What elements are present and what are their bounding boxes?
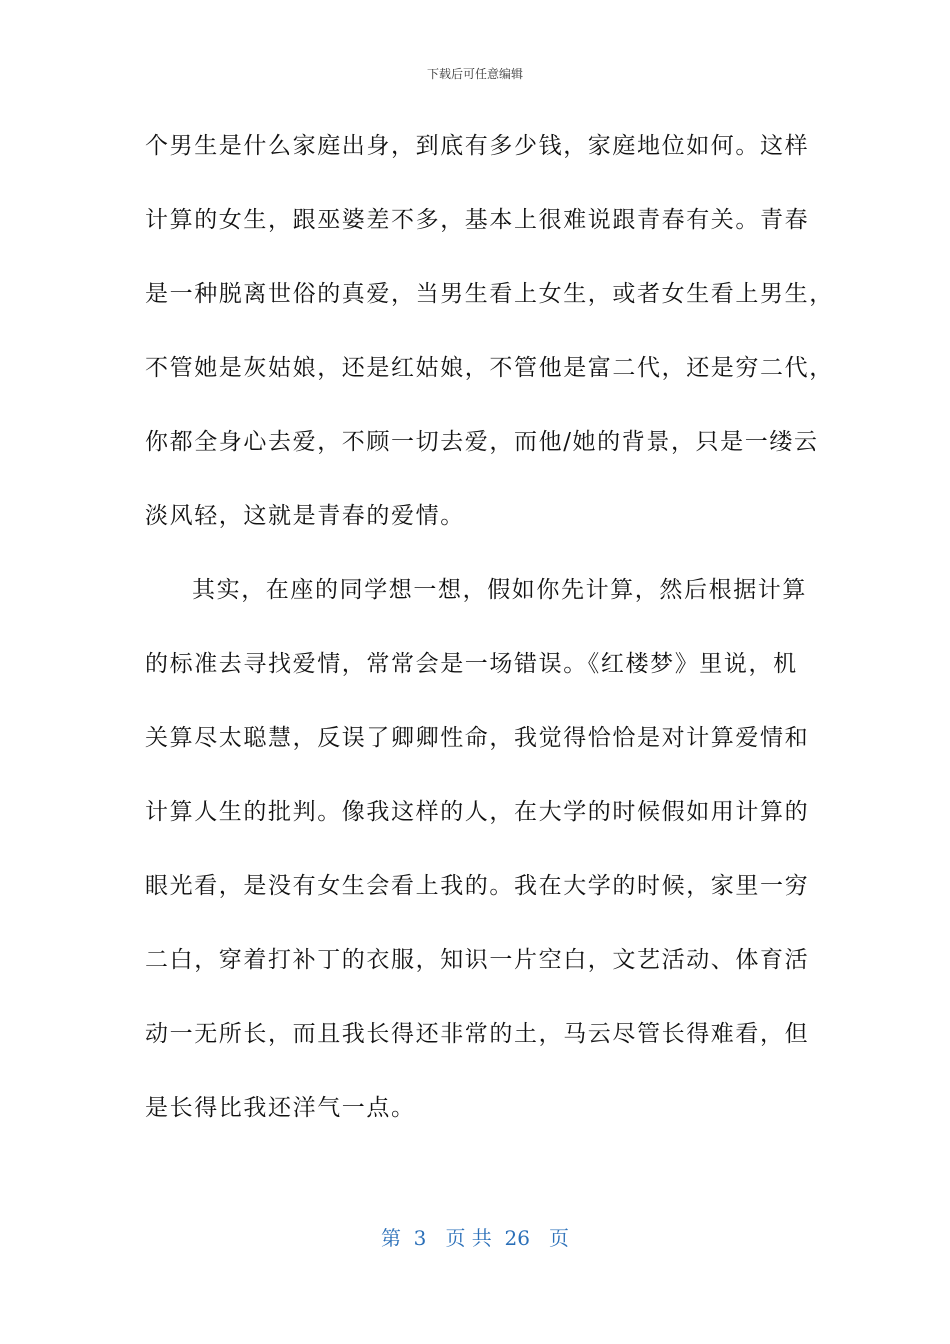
text-line: 是长得比我还洋气一点。 <box>145 1095 416 1121</box>
page-header-note: 下载后可任意编辑 <box>426 67 523 81</box>
text-line: 动一无所长，而且我长得还非常的土，马云尽管长得难看，但 <box>145 1021 810 1047</box>
text-line: 眼光看，是没有女生会看上我的。我在大学的时候，家里一穷 <box>145 873 810 899</box>
text-line: 个男生是什么家庭出身，到底有多少钱，家庭地位如何。这样 <box>145 133 810 159</box>
document-body <box>145 126 834 1162</box>
text-line: 计算的女生，跟巫婆差不多，基本上很难说跟青春有关。青春 <box>145 207 810 233</box>
text-line: 计算人生的批判。像我这样的人，在大学的时候假如用计算的 <box>145 799 810 825</box>
text-line: 不管她是灰姑娘，还是红姑娘，不管他是富二代，还是穷二代， <box>145 355 834 381</box>
text-line: 你都全身心去爱，不顾一切去爱，而他/她的背景，只是一缕云 <box>145 429 819 455</box>
text-line: 的标准去寻找爱情，常常会是一场错误。《红楼梦》里说，机 <box>145 651 798 677</box>
text-line-indented: 其实，在座的同学想一想，假如你先计算，然后根据计算 <box>192 577 807 603</box>
text-line: 是一种脱离世俗的真爱，当男生看上女生，或者女生看上男生， <box>145 281 834 307</box>
text-line: 淡风轻，这就是青春的爱情。 <box>145 503 465 529</box>
page-number-footer: 第 3 页 共 26 页 <box>380 1226 570 1250</box>
text-line: 二白，穿着打补丁的衣服，知识一片空白，文艺活动、体育活 <box>145 947 810 973</box>
text-line: 关算尽太聪慧，反误了卿卿性命，我觉得恰恰是对计算爱情和 <box>145 725 810 751</box>
